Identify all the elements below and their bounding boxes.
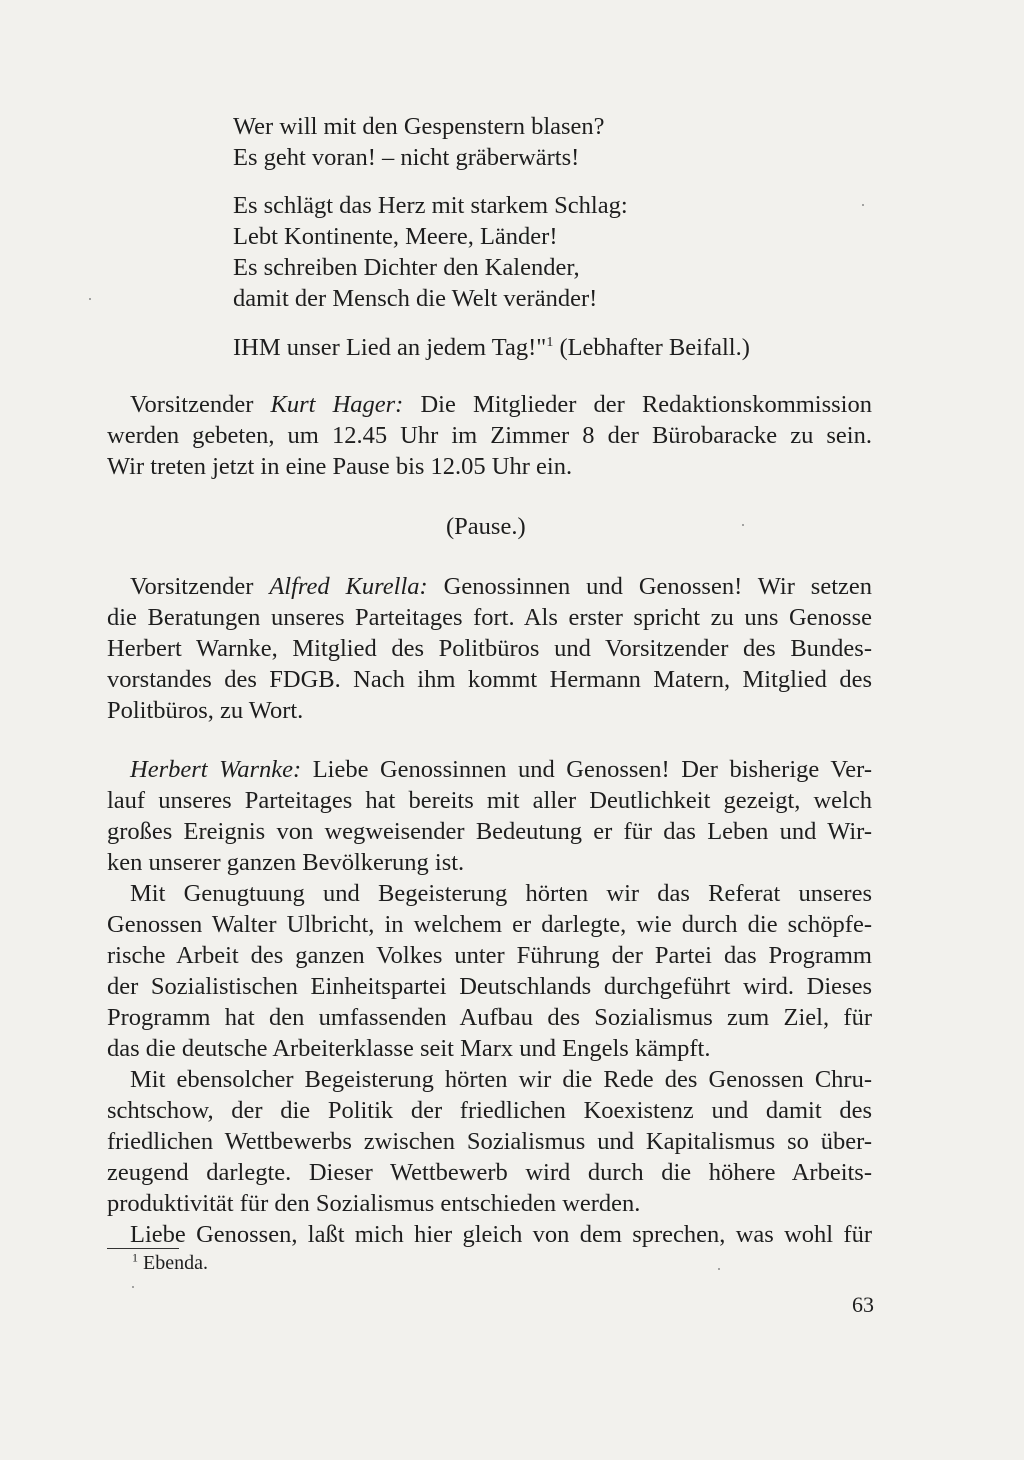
speech-text: Genossinnen und Genossen! Wir setzen	[427, 573, 872, 600]
speaker-role: Vorsitzender	[130, 573, 270, 600]
speech-line: Wir treten jetzt in eine Pause bis 12.05 Uhr ein.	[107, 453, 573, 480]
speaker-name: Alfred Kurella:	[269, 573, 428, 600]
speech-line: werden gebeten, um 12.45 Uhr im Zimmer 8 der Bürobaracke zu sein.	[107, 422, 872, 449]
footnote-reference: 1	[546, 334, 554, 350]
speech-line: ken unserer ganzen Bevölkerung ist.	[107, 849, 465, 876]
footnote-mark: 1	[132, 1250, 138, 1265]
paragraph-line: Mit ebensolcher Begeisterung hörten wir die Rede des Genossen Chru-	[130, 1066, 872, 1093]
scan-speck	[742, 524, 744, 526]
speech-line: vorstandes des FDGB. Nach ihm kommt Hermann Matern, Mitglied des	[107, 666, 872, 693]
poem-line: Lebt Kontinente, Meere, Länder!	[233, 223, 558, 250]
paragraph-line: Genossen Walter Ulbricht, in welchem er darlegte, wie durch die schöpfe-	[107, 911, 872, 938]
paragraph-line: Liebe Genossen, laßt mich hier gleich von dem sprechen, was wohl für	[130, 1221, 872, 1248]
speech-first-line	[130, 755, 872, 785]
paragraph-line: produktivität für den Sozialismus entschieden werden.	[107, 1190, 641, 1217]
paragraph-line: schtschow, der die Politik der friedlichen Koexistenz und damit des	[107, 1097, 872, 1124]
speaker-name: Herbert Warnke:	[130, 756, 302, 783]
speech-text: Die Mitglieder der Redaktionskommission	[403, 391, 872, 418]
scan-speck	[862, 204, 864, 206]
scan-speck	[89, 298, 91, 300]
speech-first-line	[130, 572, 872, 602]
scan-speck	[132, 1286, 134, 1288]
poem-line: Es schreiben Dichter den Kalender,	[233, 254, 580, 281]
paragraph-line: Mit Genugtuung und Begeisterung hörten wir das Referat unseres	[130, 880, 872, 907]
footnote-rule	[107, 1248, 179, 1249]
poem-line: Es schlägt das Herz mit starkem Schlag:	[233, 192, 628, 219]
speech-line: die Beratungen unseres Parteitages fort. Als erster spricht zu uns Genosse	[107, 604, 872, 631]
paragraph-line: rische Arbeit des ganzen Volkes unter Führung der Partei das Programm	[107, 942, 872, 969]
speech-line: Politbüros, zu Wort.	[107, 697, 304, 724]
speech-line: Herbert Warnke, Mitglied des Politbüros und Vorsitzender des Bundes-	[107, 635, 872, 662]
audience-reaction: (Lebhafter Beifall.)	[553, 334, 750, 361]
speech-line: lauf unseres Parteitages hat bereits mit aller Deutlichkeit gezeigt, welch	[107, 787, 872, 814]
paragraph-line: der Sozialistischen Einheitspartei Deutschlands durchgeführt wird. Dieses	[107, 973, 872, 1000]
poem-closing-line	[233, 333, 750, 363]
footnote	[132, 1250, 208, 1276]
speaker-name: Kurt Hager:	[270, 391, 404, 418]
paragraph-line: das die deutsche Arbeiterklasse seit Marx und Engels kämpft.	[107, 1035, 711, 1062]
poem-line: Es geht voran! – nicht gräberwärts!	[233, 144, 580, 171]
poem-line: Wer will mit den Gespenstern blasen?	[233, 113, 605, 140]
paragraph-line: friedlichen Wettbewerbs zwischen Sozialismus und Kapitalismus so über-	[107, 1128, 872, 1155]
page-number: 63	[852, 1292, 874, 1317]
paragraph-line: zeugend darlegte. Dieser Wettbewerb wird durch die höhere Arbeits-	[107, 1159, 872, 1186]
speaker-role: Vorsitzender	[130, 391, 271, 418]
scan-speck	[718, 1268, 720, 1270]
pause-note: (Pause.)	[446, 513, 526, 540]
speech-text: Liebe Genossinnen und Genossen! Der bisherige Ver-	[301, 756, 873, 783]
footnote-text: Ebenda.	[138, 1252, 208, 1274]
poem-line: damit der Mensch die Welt veränder!	[233, 285, 598, 312]
paragraph-line: Programm hat den umfassenden Aufbau des Sozialismus zum Ziel, für	[107, 1004, 872, 1031]
poem-closing-text: IHM unser Lied an jedem Tag!"	[233, 334, 547, 361]
speech-line: großes Ereignis von wegweisender Bedeutung er für das Leben und Wir-	[107, 818, 872, 845]
speech-first-line	[130, 390, 872, 420]
